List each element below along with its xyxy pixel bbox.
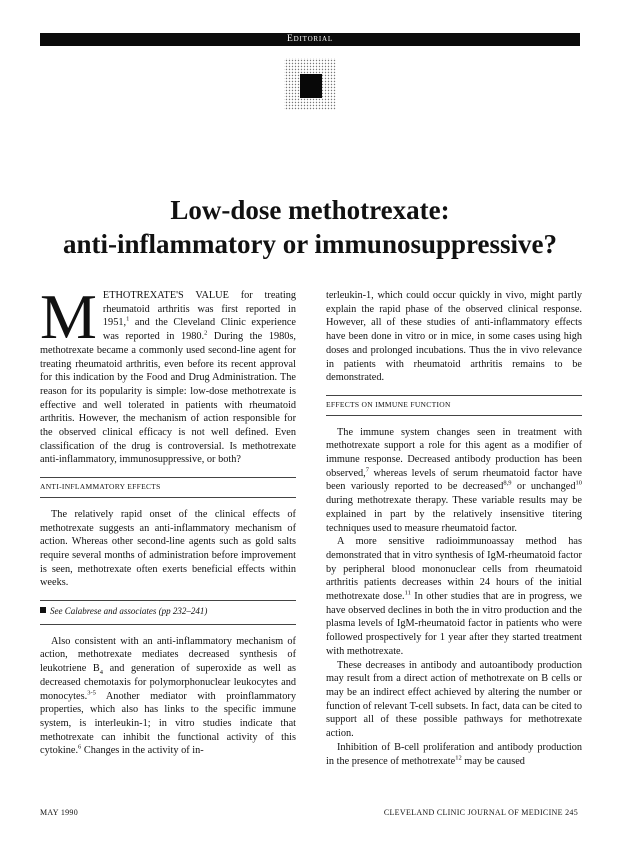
body-paragraph: The relatively rapid onset of the clinical effects of methotrexate suggests an anti-inflammatory mechanism of action. Whereas other second-line agents such as gold salts require several months of administration before improvement is seen, methotrexate often exerts beneficial effects within weeks. (40, 508, 296, 589)
body-paragraph: Also consistent with an anti-inflammatory mechanism of action, methotrexate mediates decreased synthesis of leukotriene $B_4$ and generation of superoxide as well as decreased chemotaxis for polymorphonuclear leukocytes and monocytes.$^{3-5}$ Another mediator with proinflammatory properties, which also has links to the specific immune system, is interleukin-1; in vitro studies indicate that methotrexate can inhibit the functional activity of this cytokine.$^6$ Changes in the activity of in- (40, 635, 296, 757)
title-line-2: anti-inflammatory or immunosuppressive? (62, 229, 557, 259)
title-line-1: Low-dose methotrexate: (170, 195, 450, 225)
section-label: Editorial (287, 34, 333, 44)
body-paragraph: A more sensitive radioimmunoassay method has demonstrated that in vitro synthesis of IgM-rheumatoid factor by peripheral blood mononuclear cells from rheumatoid arthritis patients decreases within 24 hours of the initial methotrexate dose.$^{11}$ In other studies that are in progress, we have observed declines in both the in vitro production and the plasma levels of IgM-rheumatoid factor in patients who were followed prospectively for 1 year after they started treatment with methotrexate. (326, 536, 582, 657)
section-banner (40, 33, 580, 46)
article-title (0, 193, 620, 261)
left-column (40, 281, 296, 758)
section-heading-anti-inflammatory: ANTI-INFLAMMATORY EFFECTS (40, 477, 296, 498)
footer-journal-page: CLEVELAND CLINIC JOURNAL OF MEDICINE 245 (383, 808, 578, 817)
body-paragraph: terleukin-1, which could occur quickly in vivo, might partly explain the rapid phase of the observed clinical response. However, all of these studies of anti-inflammatory effects have been done in vitro or in mice, in some cases using high doses and prolonged incubations. Thus the in vivo relevance in patients with rheumatoid arthritis remains to be demonstrated. (326, 290, 582, 384)
drop-cap: M (40, 281, 97, 352)
opening-paragraph: METHOTREXATE'S VALUE for treating rheumatoid arthritis was first reported in 1951,$^1$ and the Cleveland Clinic experience was reported in 1980.$^2$ During the 1980s, methotrexate became a commonly used second-line agent for treating rheumatoid arthritis, even before its recent approval for this indication by the Food and Drug Administration. The reason for its popularity is simple: low-dose methotrexate is effective and well tolerated in patients with rheumatoid arthritis. However, the mechanism of action responsible for the observed clinical efficacy is not well defined. Even classification of the drug is controversial. Is methotrexate anti-inflammatory, immunosuppressive, or both? (40, 281, 296, 466)
body-paragraph: These decreases in antibody and autoantibody production may result from a direct action of methotrexate on B cells or may be an indirect effect achieved by altering the number or function of relevant T-cell subsets. In fact, data can be cited to support all of these possible pathways for methotrexate action. (326, 659, 582, 740)
see-also-reference[interactable]: See Calabrese and associates (pp 232–241) (40, 600, 296, 625)
right-column (326, 289, 582, 768)
bullet-square-icon (40, 607, 46, 613)
editorial-square-logo-icon (282, 56, 338, 112)
section-heading-immune-function: EFFECTS ON IMMUNE FUNCTION (326, 395, 582, 416)
body-paragraph: Inhibition of B-cell proliferation and antibody production in the presence of methotrexate$^{12}$ may be caused (326, 741, 582, 767)
footer-date: MAY 1990 (40, 808, 79, 817)
body-paragraph: The immune system changes seen in treatment with methotrexate support a role for this agent as a modifier of immune response. Decreased antibody production has been observed,$^7$ whereas levels of serum rheumatoid factor have been variously reported to be decreased$^{8,9}$ or unchanged$^{10}$ during methotrexate therapy. These variable results may be explained in part by the relatively insensitive titering techniques used to measure rheumatoid factor. (326, 426, 582, 534)
